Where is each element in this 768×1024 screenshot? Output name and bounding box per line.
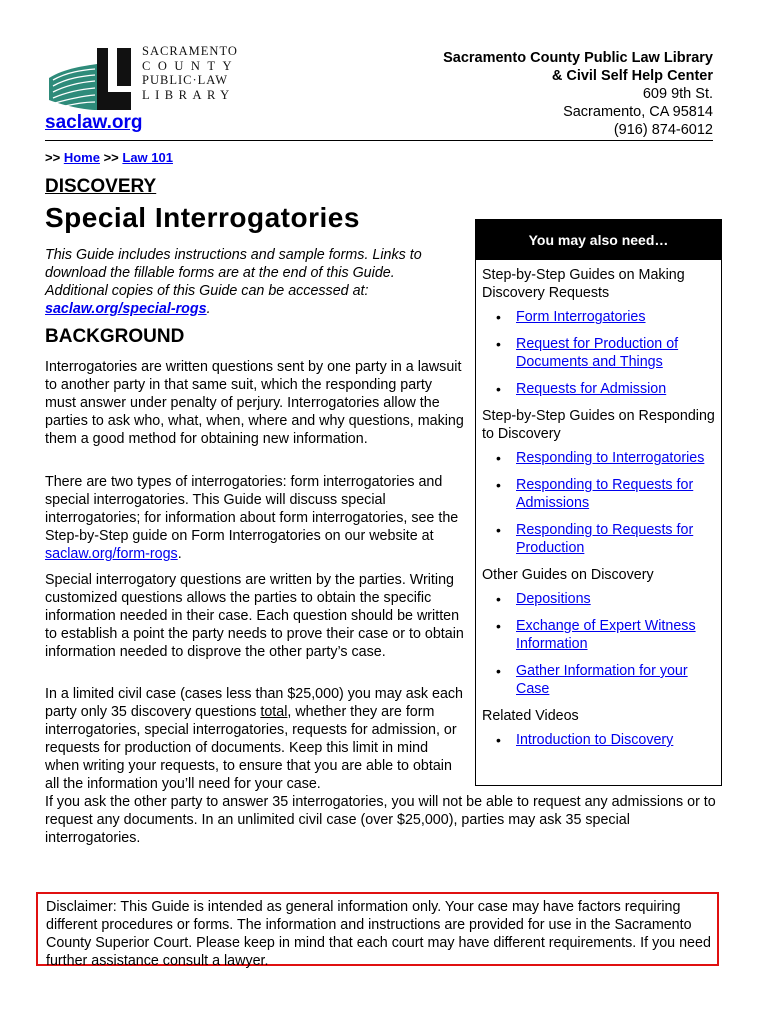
logo-line: SACRAMENTO: [142, 44, 238, 58]
sidebar-list-item: [516, 617, 721, 653]
paragraph-2-end: .: [177, 546, 182, 562]
sidebar-header: You may also need…: [476, 220, 721, 260]
intro-text: [45, 246, 455, 318]
org-name-line-1: Sacramento County Public Law Library: [443, 50, 713, 66]
sidebar-link-list: [476, 308, 721, 398]
logo-wordmark: [142, 44, 239, 102]
link-expert-witness[interactable]: Exchange of Expert Witness Information: [516, 618, 696, 652]
breadcrumb-separator: >>: [45, 150, 61, 165]
link-responding-to-admissions[interactable]: Responding to Requests for Admissions: [516, 477, 694, 511]
paragraph-4-text-a: In a limited civil case (cases less than $25,000) you may ask each party only 35 discovery questions: [45, 686, 463, 720]
sidebar-group-title: Step-by-Step Guides on Responding to Discovery: [482, 408, 715, 442]
sidebar-link-list: [476, 449, 721, 557]
sidebar-list-item: [516, 731, 721, 749]
disclaimer-box: Disclaimer: This Guide is intended as general information only. Your case may have factors requiring different procedures or forms. The information and instructions are provided for use in the Sacramento County Superior Court. Please keep in mind that each court may have different requirements. If you need further assistance consult a lawyer.: [36, 892, 719, 966]
sidebar-list-item: [516, 335, 721, 371]
library-address: [443, 49, 713, 139]
street-address: 609 9th St.: [642, 86, 713, 102]
sidebar-list-item: [516, 380, 721, 398]
sidebar-group-title: Related Videos: [482, 708, 579, 724]
link-responding-to-interrogatories[interactable]: Responding to Interrogatories: [516, 450, 705, 466]
sidebar-list-item: [516, 662, 721, 698]
sidebar-link-list: [476, 590, 721, 698]
paragraph-2-text: There are two types of interrogatories: form interrogatories and special interrogatories. This Guide will discuss special interrogatories; for information about form interrogatories, see the Step-by-Step guide on Form Interrogatories on our website at: [45, 474, 459, 544]
sidebar-group-title: Other Guides on Discovery: [482, 567, 654, 583]
city-state-zip: Sacramento, CA 95814: [563, 104, 713, 120]
sidebar-list-item: [516, 449, 721, 467]
logo-line: COUNTY: [142, 58, 240, 73]
sidebar-group-title: Step-by-Step Guides on Making Discovery Requests: [482, 267, 685, 301]
form-rogs-link[interactable]: saclaw.org/form-rogs: [45, 546, 178, 562]
breadcrumb-home-link[interactable]: Home: [63, 150, 100, 165]
link-depositions[interactable]: Depositions: [516, 591, 591, 607]
paragraph-4-underline: total: [260, 704, 288, 720]
link-request-for-production[interactable]: Request for Production of Documents and Things: [516, 336, 679, 370]
sidebar-list-item: [516, 476, 721, 512]
link-responding-to-production[interactable]: Responding to Requests for Production: [516, 522, 694, 556]
background-paragraph-4: [45, 685, 465, 793]
breadcrumb-law101-link[interactable]: Law 101: [122, 150, 173, 165]
header-divider: [45, 140, 713, 141]
related-guides-sidebar: [475, 219, 722, 786]
logo-line: LIBRARY: [142, 87, 235, 102]
background-paragraph-1: Interrogatories are written questions sent by one party in a lawsuit to another party in that same suit, which the responding party must answer under penalty of perjury. Interrogatories allow the parties to ask who, what, when, where and why questions, making them a good method for obtaining new information.: [45, 359, 464, 447]
sidebar-list-item: [516, 590, 721, 608]
link-gather-information[interactable]: Gather Information for your Case: [516, 663, 688, 697]
background-paragraph-4-continued: If you ask the other party to answer 35 interrogatories, you will not be able to request any admissions or to request any documents. In an unlimited civil case (over $25,000), parties may ask 35 special interrogatories.: [45, 794, 716, 846]
intro-period: .: [206, 301, 211, 317]
section-label: DISCOVERY: [45, 176, 157, 197]
phone-number: (916) 874-6012: [613, 122, 713, 138]
breadcrumb-separator: >>: [103, 150, 119, 165]
org-name-line-2: & Civil Self Help Center: [551, 68, 713, 84]
logo-line: PUBLIC·LAW: [142, 73, 229, 87]
link-requests-for-admission[interactable]: Requests for Admission: [516, 381, 667, 397]
background-heading: BACKGROUND: [45, 326, 185, 347]
link-introduction-to-discovery[interactable]: Introduction to Discovery: [516, 732, 674, 748]
sidebar-list-item: [516, 308, 721, 326]
link-form-interrogatories[interactable]: Form Interrogatories: [516, 309, 646, 325]
sidebar-link-list: [476, 731, 721, 749]
site-link[interactable]: saclaw.org: [45, 112, 143, 133]
page-title: Special Interrogatories: [45, 202, 360, 233]
background-paragraph-3: Special interrogatory questions are written by the parties. Writing customized questions allows the parties to obtain the specific information needed in their case. Each question should be written to establish a point the party needs to prove their case or to obtain information needed to disprove the other party’s case.: [45, 572, 464, 660]
sidebar-list-item: [516, 521, 721, 557]
intro-body: This Guide includes instructions and sample forms. Links to download the fillable forms are at the end of this Guide. Additional copies of this Guide can be accessed at:: [45, 247, 422, 299]
paragraph-4-text-b: , whether they are form interrogatories, special interrogatories, requests for admission, or requests for production of documents. Keep this limit in mind when writing your requests, to ensure that you are able to obtain all the information you’ll need for your case.: [45, 704, 457, 792]
background-paragraph-2: [45, 473, 465, 563]
special-rogs-link[interactable]: saclaw.org/special-rogs: [45, 301, 207, 317]
breadcrumb: [45, 150, 173, 165]
